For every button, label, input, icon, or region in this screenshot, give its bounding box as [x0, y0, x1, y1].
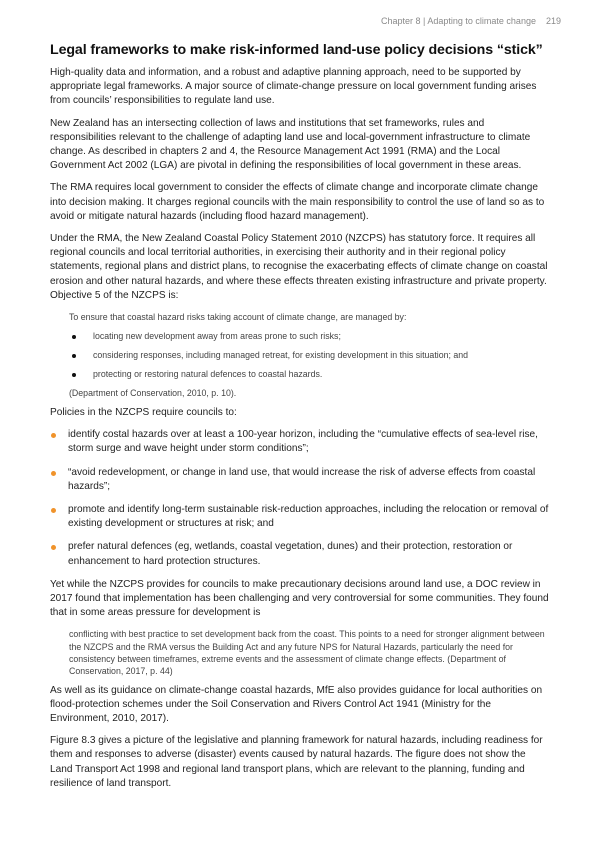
quote-item-text: locating new development away from areas prone to such risks;	[93, 331, 341, 342]
bullet-icon	[72, 335, 76, 339]
main-content	[50, 41, 550, 799]
quote-item-text: considering responses, including managed retreat, for existing development in this situation; and	[93, 350, 469, 361]
quote-list-item	[69, 330, 550, 343]
block-quote-doc-review: conflicting with best practice to set development back from the coast. This points to a need for stronger alignment between the NZCPS and the RMA versus the Building Act and any future NPS for Natural Hazards, particularly the need for consistency between timeframes, extreme events and the assessment of climate change effects. (Department of Conservation, 2017, p. 44)	[69, 629, 545, 677]
quote-list-item	[69, 368, 550, 381]
orange-bullet-icon	[51, 545, 56, 550]
orange-bullet-icon	[51, 433, 56, 438]
policy-text: identify costal hazards over at least a 100-year horizon, including the “cumulative effects of sea-level rise, storm surge and wave height under storm conditions”;	[68, 429, 538, 455]
policy-list-item	[50, 428, 550, 456]
quote-list	[69, 330, 550, 381]
bullet-icon	[72, 354, 76, 358]
policy-list-item	[50, 466, 550, 494]
page-number: 219	[545, 16, 561, 26]
paragraph: High-quality data and information, and a robust and adaptive planning approach, need to be supported by appropriate legal frameworks. A major source of climate-change pressure on local government funding arises from councils’ responsibilities to regulate land use.	[50, 67, 537, 107]
chapter-label: Chapter 8 | Adapting to climate change	[381, 16, 536, 26]
paragraph: Figure 8.3 gives a picture of the legislative and planning framework for natural hazards, including readiness for them and responses to adverse (disaster) events caused by natural hazards. The figure does not show the Land Transport Act 1998 and regional land transport plans, which are relevant to the planning, funding and resilience of land transport.	[50, 735, 543, 789]
paragraph: The RMA requires local government to consider the effects of climate change and incorporate climate change into decision making. It charges regional councils with the main responsibility to control the use of land so as to avoid or mitigate natural hazards (including flood hazard management).	[50, 182, 545, 222]
section-heading: Legal frameworks to make risk-informed land-use policy decisions “stick”	[50, 42, 543, 58]
policy-text: prefer natural defences (eg, wetlands, coastal vegetation, dunes) and their protection, restoration or enhancement to hard protection structures.	[68, 541, 513, 567]
paragraph: Yet while the NZCPS provides for councils to make precautionary decisions around land use, a DOC review in 2017 found that implementation has been challenging and very controversial for some communities. They found that in some areas pressure for development is	[50, 578, 549, 619]
orange-bullet-icon	[51, 471, 56, 476]
paragraph: Policies in the NZCPS require councils to:	[50, 407, 237, 419]
policy-list-item	[50, 503, 550, 531]
quote-citation: (Department of Conservation, 2010, p. 10).	[69, 388, 237, 399]
quote-item-text: protecting or restoring natural defences to coastal hazards.	[93, 369, 323, 380]
policy-text: promote and identify long-term sustainable risk-reduction approaches, including the relocation or removal of existing development or structures at risk; and	[68, 504, 549, 530]
quote-list-item	[69, 349, 550, 362]
policy-list-item	[50, 540, 550, 568]
paragraph: New Zealand has an intersecting collection of laws and institutions that set frameworks, rules and responsibilities relevant to the challenge of adapting land use and local-government infrastructure to climate change. As described in chapters 2 and 4, the Resource Management Act 1991 (RMA) and the Local Government Act 2002 (LGA) are pivotal in defining the responsibilities of local government in these areas.	[50, 117, 531, 172]
orange-bullet-icon	[51, 508, 56, 513]
policy-list	[50, 428, 550, 569]
bullet-icon	[72, 373, 76, 377]
paragraph: Under the RMA, the New Zealand Coastal Policy Statement 2010 (NZCPS) has statutory force. It requires all regional councils and local territorial authorities, in exercising their authority and in their regional policy statements, regional plans and district plans, to recognise the exacerbating effects of climate change on coastal erosion and other natural hazards, and where these effects threaten existing infrastructure and private property. Objective 5 of the NZCPS is:	[50, 233, 548, 301]
running-header	[381, 16, 561, 26]
paragraph: As well as its guidance on climate-change coastal hazards, MfE also provides guidance for local authorities on flood-protection schemes under the Soil Conservation and Rivers Control Act 1941 (Ministry for the Environment, 2010, 2017).	[50, 684, 543, 725]
quote-intro: To ensure that coastal hazard risks taking account of climate change, are managed by:	[69, 312, 407, 323]
block-quote-objective	[50, 311, 550, 400]
policy-text: “avoid redevelopment, or change in land use, that would increase the risk of adverse effects from coastal hazards”;	[68, 466, 536, 492]
